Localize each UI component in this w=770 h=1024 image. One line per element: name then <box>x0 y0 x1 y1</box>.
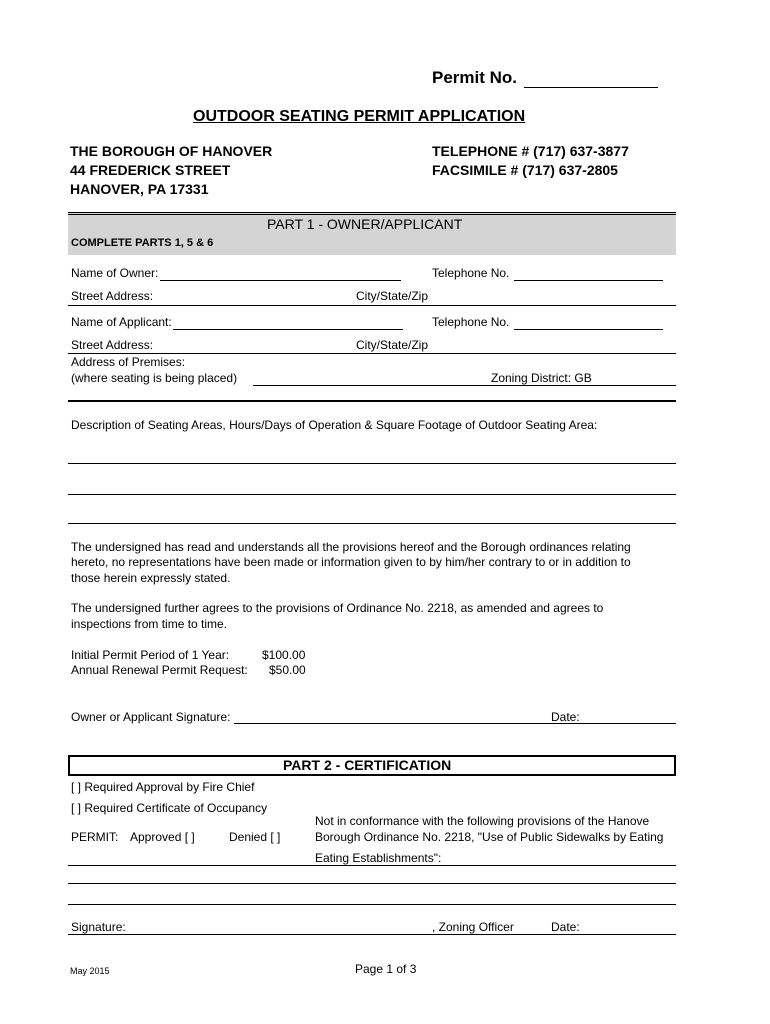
owner-signature-label: Owner or Applicant Signature: <box>71 710 231 724</box>
agreement-text-line-1: The undersigned has read and understands all the provisions hereof and the Borough ordinances relating <box>71 540 631 554</box>
owner-name-field[interactable] <box>160 280 401 281</box>
certificate-occupancy-checkbox[interactable]: [ ] Required Certificate of Occupancy <box>71 801 268 815</box>
part1-heading: PART 1 - OWNER/APPLICANT <box>267 216 463 232</box>
nonconformance-line-1[interactable] <box>68 865 676 866</box>
fire-chief-checkbox[interactable]: [ ] Required Approval by Fire Chief <box>71 780 255 794</box>
org-name: THE BOROUGH OF HANOVER <box>70 143 273 159</box>
ordinance-text-line-2: inspections from time to time. <box>71 617 228 631</box>
description-line-3[interactable] <box>68 523 676 524</box>
part2-heading: PART 2 - CERTIFICATION <box>283 757 452 773</box>
approved-checkbox[interactable]: Approved [ ] <box>130 830 195 844</box>
permit-label: PERMIT: <box>71 830 119 844</box>
premises-address-field[interactable] <box>253 385 676 386</box>
officer-signature-field[interactable] <box>68 934 676 935</box>
fee-renewal-label: Annual Renewal Permit Request: <box>71 663 248 677</box>
org-facsimile: FACSIMILE # (717) 637-2805 <box>432 162 618 178</box>
description-line-1[interactable] <box>68 463 676 464</box>
applicant-telephone-label: Telephone No. <box>432 315 510 329</box>
owner-name-label: Name of Owner: <box>71 266 159 280</box>
fee-initial-label: Initial Permit Period of 1 Year: <box>71 648 230 662</box>
owner-signature-field[interactable] <box>234 723 676 724</box>
nonconformance-text-line-3: Eating Establishments": <box>315 851 442 865</box>
applicant-city-label: City/State/Zip <box>356 338 429 352</box>
nonconformance-text-line-1: Not in conformance with the following provisions of the Hanove <box>315 814 650 828</box>
owner-city-label: City/State/Zip <box>356 289 429 303</box>
fee-renewal-value: $50.00 <box>269 663 306 677</box>
zoning-officer-label: , Zoning Officer <box>432 920 514 934</box>
applicant-street-label: Street Address: <box>71 338 154 352</box>
officer-signature-label: Signature: <box>71 920 126 934</box>
applicant-street-field[interactable] <box>68 353 676 354</box>
zoning-district: Zoning District: GB <box>491 371 592 385</box>
org-telephone: TELEPHONE # (717) 637-3877 <box>432 143 629 159</box>
divider <box>68 400 676 402</box>
part1-note: COMPLETE PARTS 1, 5 & 6 <box>71 237 214 249</box>
owner-street-label: Street Address: <box>71 289 154 303</box>
org-city: HANOVER, PA 17331 <box>70 181 209 197</box>
nonconformance-line-2[interactable] <box>68 883 676 884</box>
description-line-2[interactable] <box>68 494 676 495</box>
footer-date: May 2015 <box>70 966 110 976</box>
footer-page-number: Page 1 of 3 <box>355 962 417 976</box>
owner-street-field[interactable] <box>68 305 676 306</box>
denied-checkbox[interactable]: Denied [ ] <box>229 830 281 844</box>
owner-signature-date-label: Date: <box>551 710 580 724</box>
fee-initial-value: $100.00 <box>262 648 306 662</box>
org-street: 44 FREDERICK STREET <box>70 162 231 178</box>
officer-date-label: Date: <box>551 920 580 934</box>
owner-telephone-field[interactable] <box>514 280 663 281</box>
page-title: OUTDOOR SEATING PERMIT APPLICATION <box>193 108 526 125</box>
permit-no-label: Permit No. <box>432 68 518 87</box>
applicant-name-field[interactable] <box>173 329 403 330</box>
permit-no-field[interactable] <box>524 87 658 88</box>
agreement-text-line-2: hereto, no representations have been made or information given to by him/her contrary to or in addition to <box>71 555 631 569</box>
agreement-text-line-3: those herein expressly stated. <box>71 571 231 585</box>
nonconformance-text-line-2: Borough Ordinance No. 2218, "Use of Public Sidewalks by Eating <box>315 830 664 844</box>
premises-note: (where seating is being placed) <box>71 371 238 385</box>
description-label: Description of Seating Areas, Hours/Days of Operation & Square Footage of Outdoor Seating Area: <box>71 418 598 432</box>
owner-telephone-label: Telephone No. <box>432 266 510 280</box>
applicant-telephone-field[interactable] <box>514 329 663 330</box>
applicant-name-label: Name of Applicant: <box>71 315 172 329</box>
premises-label: Address of Premises: <box>71 355 186 369</box>
ordinance-text-line-1: The undersigned further agrees to the provisions of Ordinance No. 2218, as amended and agrees to <box>71 601 604 615</box>
nonconformance-line-3[interactable] <box>68 904 676 905</box>
